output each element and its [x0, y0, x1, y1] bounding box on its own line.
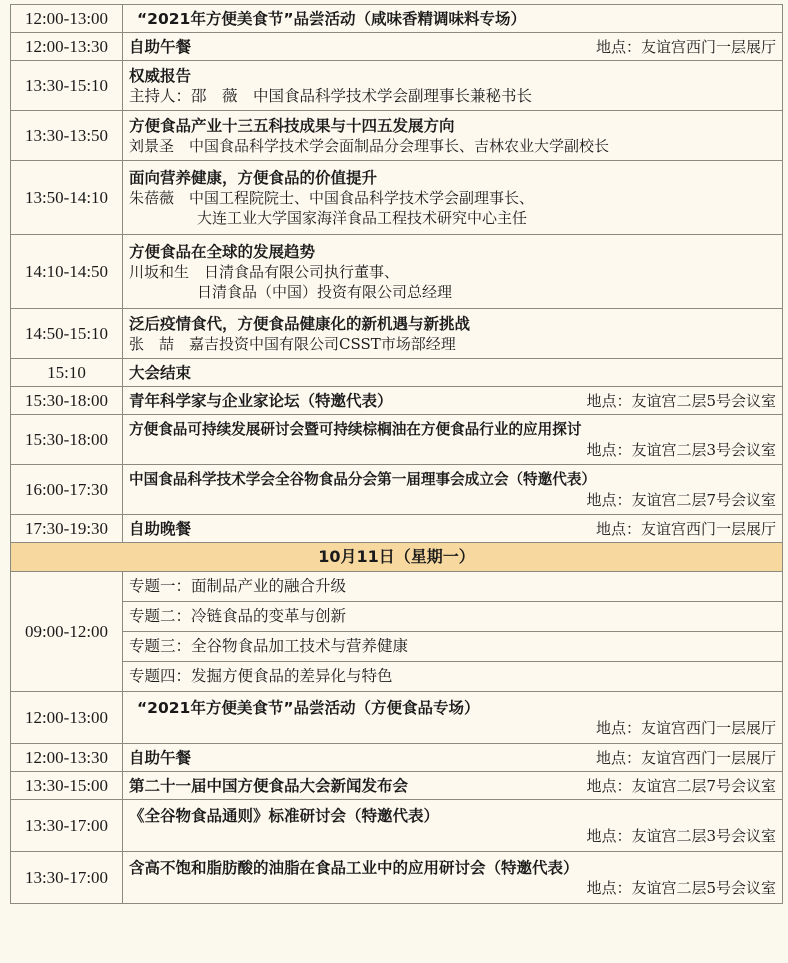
topics-cell [123, 572, 783, 692]
time-cell: 15:30-18:00 [11, 387, 123, 415]
session-title: 自助午餐 [129, 37, 192, 56]
schedule-row [11, 309, 783, 359]
session-cell [123, 5, 783, 33]
day-header-row [11, 543, 783, 572]
schedule-row [11, 852, 783, 904]
session-cell [123, 387, 783, 415]
session-title: 含高不饱和脂肪酸的油脂在食品工业中的应用研讨会（特邀代表） [129, 858, 579, 877]
session-speaker: 张 喆 嘉吉投资中国有限公司CSST市场部经理 [129, 334, 456, 353]
session-host: 主持人：邵 薇 中国食品科学技术学会副理事长兼秘书长 [129, 86, 533, 105]
session-location: 地点：友谊宫西门一层展厅 [595, 519, 776, 538]
session-title: 青年科学家与企业家论坛（特邀代表） [129, 391, 393, 410]
schedule-row [11, 359, 783, 387]
session-location: 地点：友谊宫西门一层展厅 [595, 718, 776, 737]
topic-item: 专题三：全谷物食品加工技术与营养健康 [123, 632, 782, 662]
session-title: “2021年方便美食节”品尝活动（咸味香精调味料专场） [137, 9, 527, 28]
session-location: 地点：友谊宫二层7号会议室 [586, 776, 776, 795]
session-location: 地点：友谊宫二层3号会议室 [586, 826, 776, 845]
schedule-row [11, 33, 783, 61]
session-title: 自助晚餐 [129, 519, 192, 538]
time-cell: 13:30-15:10 [11, 61, 123, 111]
topic-item: 专题四：发掘方便食品的差异化与特色 [129, 667, 393, 685]
session-cell [123, 359, 783, 387]
session-cell [123, 465, 783, 515]
session-location: 地点：友谊宫二层7号会议室 [586, 490, 776, 509]
day-header: 10月11日（星期一） [11, 543, 783, 572]
schedule-table [10, 4, 783, 904]
session-title: 方便食品在全球的发展趋势 [129, 242, 316, 261]
session-speaker-continued: 大连工业大学国家海洋食品工程技术研究中心主任 [197, 208, 528, 227]
time-cell: 15:30-18:00 [11, 415, 123, 465]
session-speaker: 刘景圣 中国食品科学技术学会面制品分会理事长、吉林农业大学副校长 [129, 136, 610, 155]
time-cell: 13:30-13:50 [11, 111, 123, 161]
session-location: 地点：友谊宫二层3号会议室 [586, 440, 776, 459]
session-cell [123, 772, 783, 800]
session-title: 权威报告 [129, 66, 192, 85]
time-cell: 13:30-17:00 [11, 852, 123, 904]
time-cell: 14:10-14:50 [11, 235, 123, 309]
session-cell [123, 744, 783, 772]
session-cell [123, 515, 783, 543]
session-title: 自助午餐 [129, 748, 192, 767]
time-cell: 12:00-13:30 [11, 744, 123, 772]
session-location: 地点：友谊宫西门一层展厅 [595, 37, 776, 56]
session-cell [123, 800, 783, 852]
session-cell [123, 111, 783, 161]
topic-item: 专题一：面制品产业的融合升级 [123, 572, 782, 602]
schedule-row [11, 800, 783, 852]
time-cell: 12:00-13:00 [11, 5, 123, 33]
session-title: 方便食品产业十三五科技成果与十四五发展方向 [129, 116, 455, 135]
session-cell [123, 33, 783, 61]
topic-item: 专题二：冷链食品的变革与创新 [123, 602, 782, 632]
session-title: 面向营养健康，方便食品的价值提升 [129, 168, 378, 187]
schedule-row [11, 572, 783, 692]
session-location: 地点：友谊宫二层5号会议室 [586, 878, 776, 897]
schedule-row [11, 415, 783, 465]
time-cell: 13:30-15:00 [11, 772, 123, 800]
session-cell [123, 161, 783, 235]
schedule-row [11, 111, 783, 161]
session-speaker: 川坂和生 日清食品有限公司执行董事、 [129, 262, 400, 281]
schedule-row [11, 772, 783, 800]
schedule-row [11, 387, 783, 415]
session-title: 中国食品科学技术学会全谷物食品分会第一届理事会成立会（特邀代表） [129, 470, 597, 488]
schedule-row [11, 161, 783, 235]
schedule-row [11, 465, 783, 515]
schedule-row [11, 61, 783, 111]
time-cell: 17:30-19:30 [11, 515, 123, 543]
session-cell [123, 852, 783, 904]
session-cell [123, 692, 783, 744]
schedule-row [11, 744, 783, 772]
time-cell: 12:00-13:00 [11, 692, 123, 744]
session-title: 第二十一届中国方便食品大会新闻发布会 [129, 776, 409, 795]
session-location: 地点：友谊宫二层5号会议室 [586, 391, 776, 410]
time-cell: 16:00-17:30 [11, 465, 123, 515]
time-cell: 13:30-17:00 [11, 800, 123, 852]
time-cell: 14:50-15:10 [11, 309, 123, 359]
schedule-row [11, 692, 783, 744]
schedule-row [11, 515, 783, 543]
time-cell: 15:10 [11, 359, 123, 387]
time-cell: 12:00-13:30 [11, 33, 123, 61]
time-cell: 09:00-12:00 [11, 572, 123, 692]
session-cell [123, 61, 783, 111]
time-cell: 13:50-14:10 [11, 161, 123, 235]
session-title: 大会结束 [129, 363, 192, 382]
session-speaker: 朱蓓薇 中国工程院院士、中国食品科学技术学会副理事长、 [129, 188, 535, 207]
schedule-row [11, 235, 783, 309]
session-title: 方便食品可持续发展研讨会暨可持续棕榈油在方便食品行业的应用探讨 [129, 420, 582, 438]
session-title: 泛后疫情食代，方便食品健康化的新机遇与新挑战 [129, 314, 471, 333]
session-title: “2021年方便美食节”品尝活动（方便食品专场） [137, 698, 480, 717]
session-speaker-continued: 日清食品（中国）投资有限公司总经理 [197, 282, 453, 301]
session-cell [123, 415, 783, 465]
session-location: 地点：友谊宫西门一层展厅 [595, 748, 776, 767]
schedule-row [11, 5, 783, 33]
session-cell [123, 235, 783, 309]
session-cell [123, 309, 783, 359]
session-title: 《全谷物食品通则》标准研讨会（特邀代表） [129, 806, 440, 825]
